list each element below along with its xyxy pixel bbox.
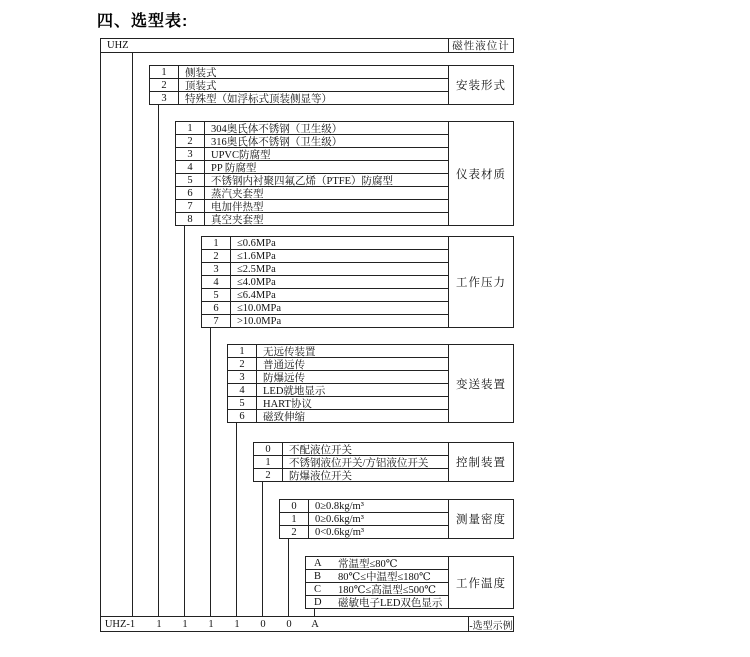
option-text: 磁敏电子LED双色显示 (338, 597, 443, 608)
option-code: 1 (202, 237, 231, 249)
option-row (201, 262, 449, 276)
table-left-frame-line (100, 38, 101, 632)
option-row (253, 442, 449, 456)
option-text: 0≥0.8kg/m³ (315, 500, 364, 512)
option-text: HART协议 (263, 398, 312, 409)
section-label: 变送装置 (448, 344, 514, 423)
section-connector-line (184, 225, 185, 616)
section-label: 安装形式 (448, 65, 514, 105)
option-row (201, 314, 449, 328)
option-code: 4 (176, 161, 205, 173)
option-code: 0 (254, 443, 283, 455)
option-row (253, 468, 449, 482)
option-code: 3 (228, 371, 257, 383)
option-text: 侧装式 (185, 67, 217, 78)
option-text: 不锈钢液位开关/方铝液位开关 (289, 457, 429, 468)
option-text: 真空夹套型 (211, 214, 264, 225)
option-code: 1 (280, 513, 309, 525)
example-row (100, 616, 469, 632)
option-code: 1 (176, 122, 205, 134)
option-code: 3 (202, 263, 231, 275)
option-text: 防爆远传 (263, 372, 305, 383)
section-connector-line (262, 481, 263, 616)
option-text: 普通远传 (263, 359, 305, 370)
option-row (279, 525, 449, 539)
option-text: ≤4.0MPa (237, 276, 276, 288)
option-text: 无远传装置 (263, 346, 316, 357)
example-code: 1 (156, 618, 162, 630)
option-row (305, 582, 449, 596)
option-text: ≤2.5MPa (237, 263, 276, 275)
option-row (227, 383, 449, 397)
option-text: ≤10.0MPa (237, 302, 281, 314)
section-label: 测量密度 (448, 499, 514, 539)
option-text: ≤0.6MPa (237, 237, 276, 249)
example-code: 1 (208, 618, 214, 630)
option-row (305, 595, 449, 609)
option-text: LED就地显示 (263, 385, 326, 396)
option-code: 2 (176, 135, 205, 147)
option-code: 6 (202, 302, 231, 314)
option-code: 4 (202, 276, 231, 288)
model-connector-line (132, 53, 133, 616)
option-row (201, 301, 449, 315)
option-code: C (314, 583, 322, 595)
option-text: ≤1.6MPa (237, 250, 276, 262)
section-label: 仪表材质 (448, 121, 514, 226)
option-code: 5 (202, 289, 231, 301)
option-text: 顶装式 (185, 80, 217, 91)
option-row (175, 173, 449, 187)
option-text: 316奥氏体不锈钢（卫生级） (211, 136, 343, 147)
option-text: 180℃≤高温型≤500℃ (338, 584, 437, 595)
section-connector-line (314, 608, 315, 616)
option-row (279, 499, 449, 513)
option-text: 0<0.6kg/m³ (315, 526, 365, 538)
section-connector-line (158, 104, 159, 616)
option-row (149, 65, 449, 79)
option-text: 不锈钢内衬聚四氟乙烯（PTFE）防腐型 (211, 175, 394, 186)
option-row (175, 134, 449, 148)
option-row (227, 344, 449, 358)
option-row (149, 78, 449, 92)
option-row (305, 556, 449, 570)
option-code: 3 (176, 148, 205, 160)
example-code: 1 (234, 618, 240, 630)
section-label: 工作压力 (448, 236, 514, 328)
option-row (227, 396, 449, 410)
option-row (227, 409, 449, 423)
option-code: 6 (228, 410, 257, 422)
option-code: 1 (228, 345, 257, 357)
option-code: D (314, 596, 322, 608)
option-code: 4 (228, 384, 257, 396)
section-label: 控制装置 (448, 442, 514, 482)
option-code: 2 (280, 526, 309, 538)
option-row (175, 212, 449, 226)
option-row (175, 199, 449, 213)
example-code: 0 (260, 618, 266, 630)
example-prefix: UHZ-1 (104, 618, 136, 630)
option-code: 2 (150, 79, 179, 91)
option-row (253, 455, 449, 469)
option-code: A (314, 557, 322, 569)
option-text: 防爆液位开关 (289, 470, 352, 481)
page-title: 四、选型表: (97, 13, 189, 30)
option-code: 6 (176, 187, 205, 199)
option-row (227, 357, 449, 371)
option-text: 不配液位开关 (289, 444, 352, 455)
option-text: 电加伴热型 (211, 201, 264, 212)
option-text: 特殊型（如浮标式顶装侧显等） (185, 93, 332, 104)
option-code: 2 (202, 250, 231, 262)
section-connector-line (210, 327, 211, 616)
example-code: 1 (182, 618, 188, 630)
option-code: 2 (254, 469, 283, 481)
option-row (305, 569, 449, 583)
option-row (175, 147, 449, 161)
option-code: 2 (228, 358, 257, 370)
example-code: 0 (286, 618, 292, 630)
option-code: 7 (202, 315, 231, 327)
option-code: 8 (176, 213, 205, 225)
option-code: B (314, 570, 322, 582)
option-row (201, 288, 449, 302)
option-row (201, 249, 449, 263)
header-product-cell: 磁性液位计 (448, 38, 514, 53)
option-row (201, 275, 449, 289)
option-text: 蒸汽夹套型 (211, 188, 264, 199)
section-connector-line (288, 538, 289, 616)
option-text: 0≥0.6kg/m³ (315, 513, 364, 525)
option-code: 1 (150, 66, 179, 78)
option-row (175, 121, 449, 135)
option-text: 常温型≤80℃ (338, 558, 398, 569)
option-code: 0 (280, 500, 309, 512)
option-text: 磁致伸缩 (263, 411, 305, 422)
section-label: 工作温度 (448, 556, 514, 609)
example-code: A (311, 618, 319, 630)
option-text: 80℃≤中温型≤180℃ (338, 571, 431, 582)
option-code: 5 (228, 397, 257, 409)
option-text: PP 防腐型 (211, 162, 257, 173)
option-code: 1 (254, 456, 283, 468)
option-text: 304奥氏体不锈钢（卫生级） (211, 123, 343, 134)
option-row (175, 160, 449, 174)
option-code: 7 (176, 200, 205, 212)
option-text: ≤6.4MPa (237, 289, 276, 301)
option-row (227, 370, 449, 384)
option-row (279, 512, 449, 526)
option-text: UPVC防腐型 (211, 149, 271, 160)
option-row (149, 91, 449, 105)
option-row (175, 186, 449, 200)
example-label-cell: -选型示例 (468, 616, 514, 632)
option-code: 3 (150, 92, 179, 104)
option-text: >10.0MPa (237, 315, 282, 327)
section-connector-line (236, 422, 237, 616)
option-code: 5 (176, 174, 205, 186)
header-model-cell: UHZ (100, 38, 449, 53)
option-row (201, 236, 449, 250)
